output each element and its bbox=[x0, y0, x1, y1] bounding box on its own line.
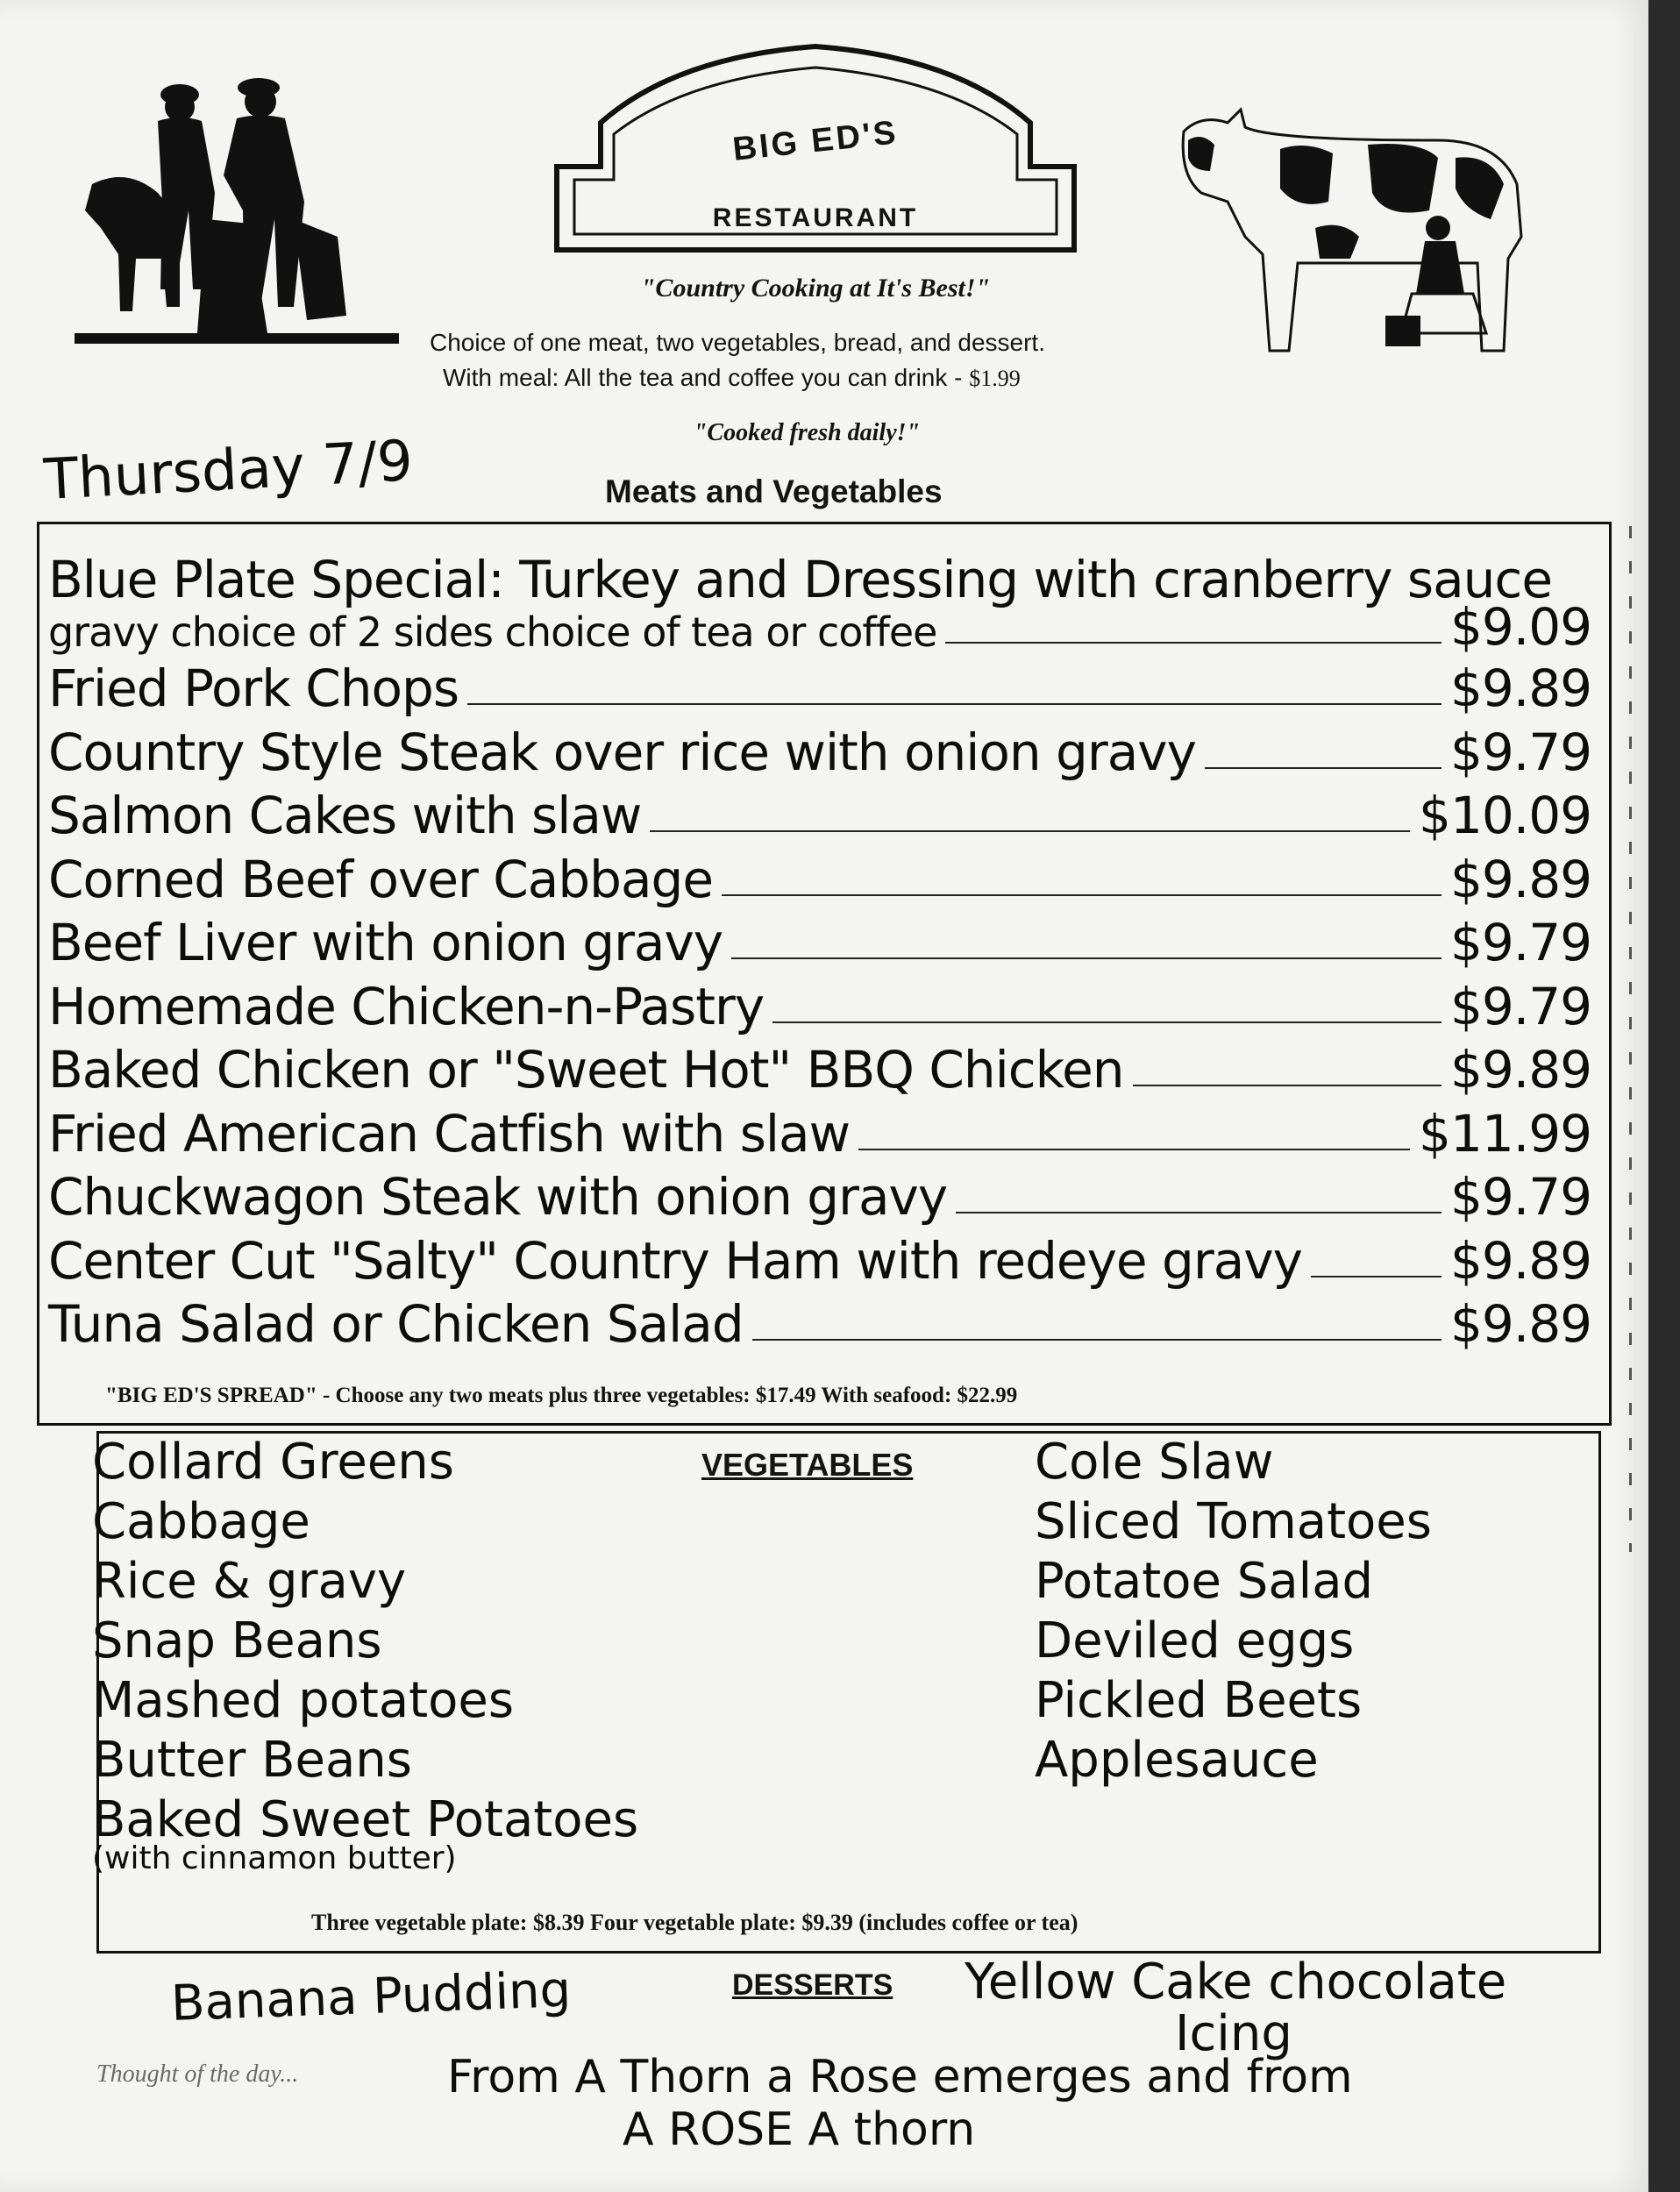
intro-line-1: Choice of one meat, two vegetables, bread, and dessert. bbox=[430, 329, 1045, 356]
leader-line bbox=[858, 1148, 1410, 1150]
dessert-item-right bbox=[965, 1954, 1526, 2062]
cow-milkmaid-icon bbox=[1175, 105, 1543, 359]
vegetable-plate-prices: Three vegetable plate: $8.39 Four vegetable plate: $9.39 (includes coffee or tea) bbox=[311, 1910, 1078, 1935]
thought-line-1: From A Thorn a Rose emerges and from bbox=[447, 2051, 1353, 2103]
meat-item-price: $9.89 bbox=[1449, 1230, 1591, 1291]
meat-item bbox=[48, 778, 1591, 845]
vegetable-item: Deviled eggs bbox=[1035, 1612, 1355, 1669]
leader-line bbox=[752, 1338, 1442, 1341]
meat-item-name: Beef Liver with onion gravy bbox=[48, 913, 723, 972]
vegetables-right-column bbox=[1035, 1434, 1432, 1796]
big-eds-spread-note: "BIG ED'S SPREAD" - Choose any two meats plus three vegetables: $17.49 With seafood: $22.99 bbox=[105, 1384, 1018, 1407]
logo-title: BIG ED'S bbox=[730, 114, 901, 168]
dessert-item-left: Banana Pudding bbox=[170, 1961, 573, 2032]
meat-item-name: Corned Beef over Cabbage bbox=[48, 849, 714, 909]
thought-line-2: A ROSE A thorn bbox=[623, 2103, 976, 2156]
intro-drink-price: $1.99 bbox=[969, 366, 1021, 391]
margin-dashed-line bbox=[1629, 526, 1632, 1552]
logo-subtitle: RESTAURANT bbox=[712, 203, 919, 232]
meat-item bbox=[48, 842, 1591, 909]
vegetable-item: Cole Slaw bbox=[1035, 1434, 1274, 1491]
meat-item-name: Tuna Salad or Chicken Salad bbox=[48, 1294, 744, 1354]
desserts-section-title: DESSERTS bbox=[732, 1968, 893, 2002]
meats-section-title: Meats and Vegetables bbox=[605, 473, 943, 509]
thought-label: Thought of the day... bbox=[96, 2060, 299, 2088]
leader-line bbox=[650, 829, 1410, 832]
dessert-right-line-2: Icing bbox=[1175, 2004, 1292, 2062]
intro-line-2-text: With meal: All the tea and coffee you can drink - bbox=[443, 364, 963, 391]
vegetable-item: Butter Beans bbox=[92, 1732, 412, 1789]
meat-item-price: $9.79 bbox=[1449, 722, 1591, 782]
meat-item-name: Fried Pork Chops bbox=[48, 658, 459, 718]
meat-item bbox=[48, 1032, 1591, 1100]
leader-line bbox=[722, 893, 1442, 896]
meat-item-name: Fried American Catfish with slaw bbox=[48, 1103, 851, 1164]
leader-line bbox=[945, 641, 1442, 644]
meat-item-price: $9.79 bbox=[1449, 1167, 1591, 1227]
menu-day: Thursday 7/9 bbox=[42, 429, 415, 513]
leader-line bbox=[731, 957, 1442, 959]
intro-line-2 bbox=[443, 364, 1021, 392]
leader-line bbox=[956, 1211, 1442, 1213]
meat-item-price: $11.99 bbox=[1419, 1103, 1591, 1164]
special-description-cont: gravy choice of 2 sides choice of tea or coffee bbox=[48, 608, 937, 656]
special-price: $9.09 bbox=[1449, 597, 1591, 657]
meat-item bbox=[48, 1096, 1591, 1164]
leader-line bbox=[1133, 1084, 1442, 1086]
meat-item-price: $9.89 bbox=[1449, 1294, 1591, 1354]
special-line-2 bbox=[48, 589, 1591, 657]
vegetable-item: Baked Sweet Potatoes bbox=[92, 1791, 639, 1848]
meat-item bbox=[48, 1286, 1591, 1354]
leader-line bbox=[1311, 1275, 1442, 1277]
meat-item-name: Baked Chicken or "Sweet Hot" BBQ Chicken bbox=[48, 1040, 1124, 1100]
vegetable-item: Snap Beans bbox=[92, 1612, 382, 1669]
vegetable-note: (with cinnamon butter) bbox=[92, 1840, 457, 1876]
meat-item-price: $9.79 bbox=[1449, 913, 1591, 972]
meat-item bbox=[48, 1159, 1591, 1227]
meat-item bbox=[48, 969, 1591, 1036]
vegetable-item: Mashed potatoes bbox=[92, 1672, 515, 1729]
meat-item-name: Country Style Steak over rice with onion gravy bbox=[48, 722, 1196, 782]
meat-item bbox=[48, 715, 1591, 782]
leader-line bbox=[772, 1021, 1442, 1023]
vegetable-item: Pickled Beets bbox=[1035, 1672, 1363, 1729]
farmers-silhouette-icon bbox=[75, 70, 399, 351]
meat-item-name: Homemade Chicken-n-Pastry bbox=[48, 976, 765, 1036]
thought-of-the-day bbox=[447, 2052, 1353, 2157]
meat-item-price: $9.89 bbox=[1449, 849, 1591, 909]
tagline: "Country Cooking at It's Best!" bbox=[640, 274, 991, 302]
meat-item bbox=[48, 1223, 1591, 1291]
meat-item-name: Salmon Cakes with slaw bbox=[48, 786, 642, 845]
vegetables-left-column bbox=[92, 1434, 639, 1876]
meat-item bbox=[48, 651, 1591, 718]
meat-item-price: $9.89 bbox=[1449, 658, 1591, 718]
vegetable-item: Sliced Tomatoes bbox=[1035, 1493, 1432, 1550]
special-description: Blue Plate Special: Turkey and Dressing with cranberry sauce bbox=[48, 550, 1553, 609]
meat-item bbox=[48, 905, 1591, 972]
meat-item-price: $9.89 bbox=[1449, 1040, 1591, 1100]
dessert-right-line-1: Yellow Cake chocolate bbox=[965, 1954, 1507, 2011]
vegetable-item: Potatoe Salad bbox=[1035, 1553, 1374, 1610]
meat-item-name: Center Cut "Salty" Country Ham with redeye gravy bbox=[48, 1230, 1302, 1291]
vegetables-section-title: VEGETABLES bbox=[701, 1447, 914, 1483]
leader-line bbox=[1205, 766, 1442, 769]
leader-line bbox=[467, 702, 1442, 705]
vegetable-item: Cabbage bbox=[92, 1493, 310, 1550]
meat-item-price: $10.09 bbox=[1419, 786, 1591, 845]
vegetable-item: Applesauce bbox=[1035, 1732, 1319, 1789]
cooked-fresh-note: "Cooked fresh daily!" bbox=[693, 419, 921, 446]
vegetable-item: Collard Greens bbox=[92, 1434, 454, 1491]
meat-item-name: Chuckwagon Steak with onion gravy bbox=[48, 1167, 948, 1227]
vegetable-item: Rice & gravy bbox=[92, 1553, 407, 1610]
meat-item-price: $9.79 bbox=[1449, 976, 1591, 1036]
